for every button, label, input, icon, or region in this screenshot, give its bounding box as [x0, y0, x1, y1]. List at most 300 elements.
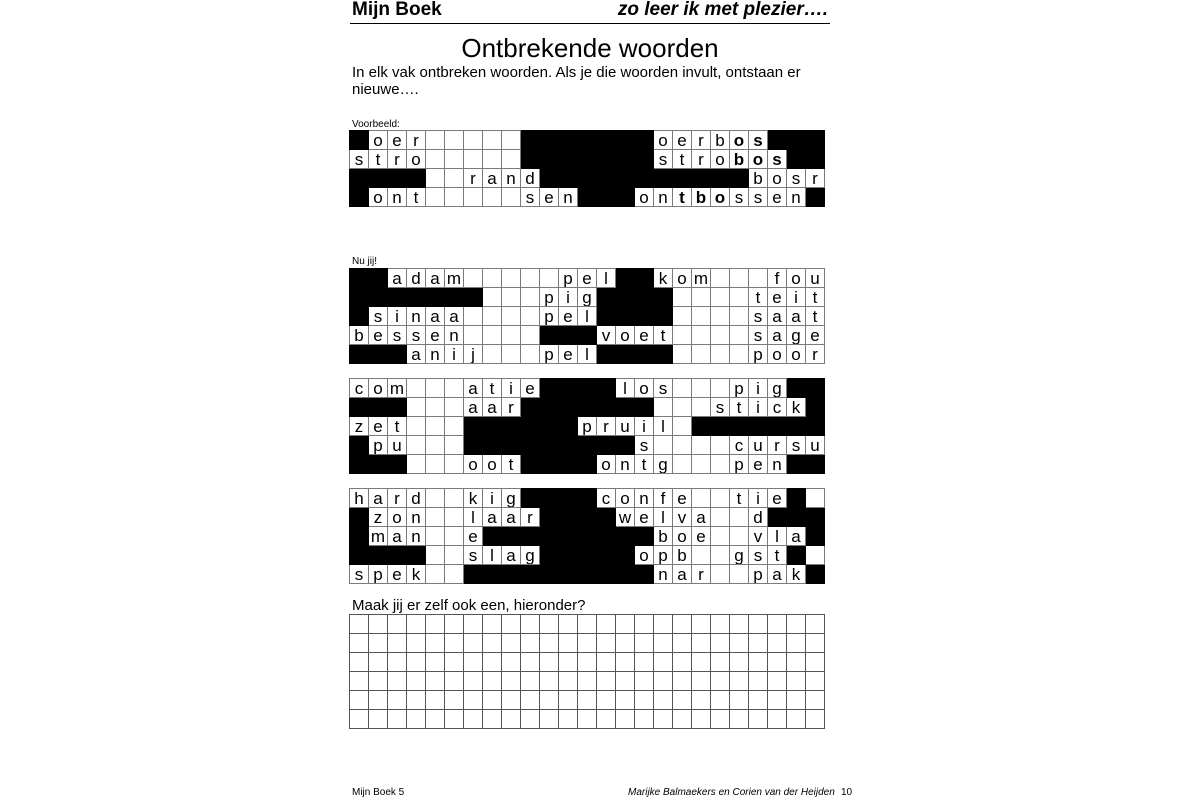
letter-cell: i [502, 379, 521, 398]
black-cell [540, 169, 559, 188]
black-cell [559, 379, 578, 398]
blank-cell [768, 653, 787, 672]
letter-cell [692, 326, 711, 345]
grid-row [350, 565, 825, 584]
blank-cell [768, 710, 787, 729]
black-cell [616, 436, 635, 455]
blank-cell [445, 634, 464, 653]
letter-cell: r [768, 436, 787, 455]
blank-cell [806, 615, 825, 634]
black-cell [369, 345, 388, 364]
letter-cell [445, 379, 464, 398]
blank-cell [350, 691, 369, 710]
letter-cell: e [806, 326, 825, 345]
letter-cell [483, 131, 502, 150]
grid-row [350, 398, 825, 417]
blank-cell [388, 710, 407, 729]
blank-cell [578, 710, 597, 729]
black-cell [426, 288, 445, 307]
letter-cell [445, 150, 464, 169]
black-cell [711, 417, 730, 436]
letter-cell: e [692, 527, 711, 546]
black-cell [768, 131, 787, 150]
letter-cell: v [597, 326, 616, 345]
black-cell [578, 150, 597, 169]
letter-cell: r [597, 417, 616, 436]
letter-cell: a [768, 326, 787, 345]
letter-cell: s [749, 188, 768, 207]
letter-cell [711, 508, 730, 527]
black-cell [578, 508, 597, 527]
black-cell [540, 131, 559, 150]
letter-cell: l [464, 508, 483, 527]
black-cell [388, 169, 407, 188]
letter-cell: l [654, 417, 673, 436]
blank-cell [616, 672, 635, 691]
blank-cell [654, 615, 673, 634]
black-cell [806, 455, 825, 474]
black-cell [578, 169, 597, 188]
black-cell [502, 565, 521, 584]
blank-cell [578, 691, 597, 710]
black-cell [483, 436, 502, 455]
blank-cell [521, 691, 540, 710]
letter-cell: g [787, 326, 806, 345]
blank-cell [483, 691, 502, 710]
black-cell [369, 546, 388, 565]
letter-cell: a [483, 398, 502, 417]
letter-cell [806, 489, 825, 508]
blank-cell [483, 634, 502, 653]
blank-cell [806, 672, 825, 691]
black-cell [597, 131, 616, 150]
puzzle-grid-2 [349, 378, 825, 474]
grid-row [350, 489, 825, 508]
letter-cell [711, 436, 730, 455]
blank-cell [806, 653, 825, 672]
letter-cell: e [673, 131, 692, 150]
blank-grid-row [350, 653, 825, 672]
blank-cell [426, 710, 445, 729]
letter-cell [445, 169, 464, 188]
blank-cell [730, 672, 749, 691]
letter-cell: o [711, 150, 730, 169]
letter-cell [464, 131, 483, 150]
black-cell [616, 546, 635, 565]
black-cell [768, 417, 787, 436]
blank-cell [635, 653, 654, 672]
black-cell [730, 169, 749, 188]
blank-cell [692, 653, 711, 672]
blank-cell [635, 634, 654, 653]
blank-cell [521, 672, 540, 691]
letter-cell: o [787, 345, 806, 364]
black-cell [369, 398, 388, 417]
letter-cell: m [369, 527, 388, 546]
letter-cell: a [369, 489, 388, 508]
black-cell [540, 379, 559, 398]
letter-cell [711, 455, 730, 474]
letter-cell: o [483, 455, 502, 474]
blank-cell [369, 634, 388, 653]
letter-cell [426, 455, 445, 474]
blank-cell [787, 710, 806, 729]
letter-cell: d [407, 269, 426, 288]
black-cell [597, 379, 616, 398]
letter-cell: e [749, 455, 768, 474]
black-cell [559, 546, 578, 565]
grid-row [350, 345, 825, 364]
letter-cell: k [464, 489, 483, 508]
grid-row [350, 150, 825, 169]
black-cell [654, 307, 673, 326]
letter-cell [806, 546, 825, 565]
letter-cell [426, 546, 445, 565]
black-cell [597, 188, 616, 207]
letter-cell [521, 307, 540, 326]
blank-cell [635, 691, 654, 710]
black-cell [350, 188, 369, 207]
letter-cell: t [730, 398, 749, 417]
black-cell [616, 398, 635, 417]
letter-cell: s [749, 546, 768, 565]
letter-cell [730, 307, 749, 326]
letter-cell [521, 345, 540, 364]
letter-cell: v [673, 508, 692, 527]
letter-cell: e [521, 379, 540, 398]
letter-cell: n [616, 455, 635, 474]
black-cell [388, 288, 407, 307]
black-cell [578, 398, 597, 417]
letter-cell [483, 150, 502, 169]
black-cell [635, 565, 654, 584]
letter-cell [445, 417, 464, 436]
letter-cell: p [654, 546, 673, 565]
letter-cell [692, 288, 711, 307]
blank-cell [388, 615, 407, 634]
letter-cell: d [521, 169, 540, 188]
letter-cell [464, 307, 483, 326]
blank-cell [502, 672, 521, 691]
letter-cell [483, 307, 502, 326]
letter-cell: e [388, 565, 407, 584]
black-cell [502, 436, 521, 455]
black-cell [635, 169, 654, 188]
blank-cell [426, 691, 445, 710]
letter-cell: e [559, 307, 578, 326]
letter-cell: g [502, 489, 521, 508]
blank-cell [445, 615, 464, 634]
black-cell [521, 455, 540, 474]
letter-cell: r [388, 150, 407, 169]
black-cell [730, 417, 749, 436]
blank-cell [711, 615, 730, 634]
letter-cell [521, 326, 540, 345]
blank-cell [578, 653, 597, 672]
black-cell [787, 455, 806, 474]
letter-cell: i [635, 417, 654, 436]
letter-cell: s [768, 150, 787, 169]
blank-cell [464, 615, 483, 634]
black-cell [559, 565, 578, 584]
letter-cell: r [692, 131, 711, 150]
black-cell [749, 417, 768, 436]
grid-row [350, 288, 825, 307]
blank-cell [597, 672, 616, 691]
letter-cell: g [578, 288, 597, 307]
letter-cell: z [350, 417, 369, 436]
letter-cell: e [673, 489, 692, 508]
letter-cell: o [787, 269, 806, 288]
letter-cell [711, 527, 730, 546]
letter-cell: e [369, 417, 388, 436]
letter-cell: a [692, 508, 711, 527]
black-cell [540, 398, 559, 417]
letter-cell: e [464, 527, 483, 546]
black-cell [578, 489, 597, 508]
black-cell [350, 345, 369, 364]
letter-cell: i [559, 288, 578, 307]
blank-cell [673, 634, 692, 653]
black-cell [787, 546, 806, 565]
black-cell [464, 288, 483, 307]
blank-cell [635, 672, 654, 691]
blank-cell [787, 653, 806, 672]
letter-cell: p [730, 455, 749, 474]
blank-cell [350, 710, 369, 729]
black-cell [350, 455, 369, 474]
blank-cell [369, 615, 388, 634]
blank-cell [407, 691, 426, 710]
black-cell [540, 508, 559, 527]
letter-cell [654, 436, 673, 455]
black-cell [806, 379, 825, 398]
letter-cell [407, 417, 426, 436]
letter-cell [673, 288, 692, 307]
black-cell [483, 527, 502, 546]
black-cell [597, 345, 616, 364]
letter-cell: o [749, 150, 768, 169]
letter-cell: t [483, 379, 502, 398]
letter-cell: d [407, 489, 426, 508]
black-cell [521, 527, 540, 546]
letter-cell [502, 345, 521, 364]
black-cell [578, 436, 597, 455]
black-cell [388, 546, 407, 565]
blank-cell [616, 634, 635, 653]
letter-cell: a [464, 398, 483, 417]
blank-cell [730, 615, 749, 634]
black-cell [597, 169, 616, 188]
letter-cell [445, 188, 464, 207]
letter-cell [426, 150, 445, 169]
letter-cell: o [635, 546, 654, 565]
black-cell [768, 508, 787, 527]
black-cell [369, 288, 388, 307]
grid-row [350, 436, 825, 455]
blank-cell [464, 691, 483, 710]
book-tagline: zo leer ik met plezier…. [617, 0, 828, 20]
blank-cell [768, 672, 787, 691]
letter-cell: e [559, 345, 578, 364]
black-cell [350, 436, 369, 455]
letter-cell: p [540, 288, 559, 307]
blank-cell [502, 691, 521, 710]
blank-cell [559, 710, 578, 729]
letter-cell [407, 455, 426, 474]
letter-cell: n [502, 169, 521, 188]
black-cell [521, 150, 540, 169]
letter-cell: n [407, 508, 426, 527]
black-cell [578, 546, 597, 565]
letter-cell [445, 436, 464, 455]
letter-cell: o [673, 527, 692, 546]
letter-cell: i [749, 379, 768, 398]
blank-cell [635, 615, 654, 634]
black-cell [597, 527, 616, 546]
letter-cell [445, 565, 464, 584]
black-cell [540, 417, 559, 436]
blank-cell [787, 634, 806, 653]
letter-cell: u [388, 436, 407, 455]
letter-cell: a [502, 546, 521, 565]
letter-cell: r [407, 131, 426, 150]
letter-cell: j [464, 345, 483, 364]
blank-cell [673, 653, 692, 672]
letter-cell: i [787, 288, 806, 307]
black-cell [578, 326, 597, 345]
black-cell [559, 150, 578, 169]
blank-cell [445, 653, 464, 672]
letter-cell: p [749, 345, 768, 364]
letter-cell: f [654, 489, 673, 508]
blank-cell [407, 615, 426, 634]
blank-cell [369, 710, 388, 729]
blank-cell [711, 672, 730, 691]
black-cell [559, 326, 578, 345]
letter-cell [502, 288, 521, 307]
blank-cell [806, 691, 825, 710]
letter-cell: o [654, 131, 673, 150]
blank-cell [597, 691, 616, 710]
blank-cell [654, 691, 673, 710]
black-cell [616, 188, 635, 207]
letter-cell: t [806, 307, 825, 326]
now-you-label: Nu jij! [352, 256, 378, 267]
letter-cell: s [635, 436, 654, 455]
black-cell [787, 150, 806, 169]
blank-cell [597, 615, 616, 634]
blank-cell [521, 710, 540, 729]
letter-cell [407, 379, 426, 398]
black-cell [407, 169, 426, 188]
letter-cell [654, 398, 673, 417]
letter-cell: a [787, 307, 806, 326]
letter-cell: t [635, 455, 654, 474]
footer-book: Mijn Boek 5 [352, 787, 405, 798]
letter-cell [426, 131, 445, 150]
page-title: Ontbrekende woorden [461, 33, 719, 63]
letter-cell: t [673, 150, 692, 169]
blank-cell [806, 634, 825, 653]
black-cell [502, 417, 521, 436]
blank-cell [711, 634, 730, 653]
letter-cell: s [749, 131, 768, 150]
letter-cell [445, 546, 464, 565]
blank-cell [350, 634, 369, 653]
black-cell [578, 188, 597, 207]
intro-text: In elk vak ontbreken woorden. Als je die woorden invult, ontstaan er nieuwe…. [352, 64, 801, 98]
letter-cell [730, 269, 749, 288]
letter-cell: t [502, 455, 521, 474]
blank-practice-grid [349, 614, 825, 729]
blank-cell [369, 672, 388, 691]
black-cell [521, 398, 540, 417]
black-cell [350, 527, 369, 546]
blank-cell [635, 710, 654, 729]
black-cell [540, 489, 559, 508]
blank-cell [483, 653, 502, 672]
black-cell [806, 565, 825, 584]
letter-cell [464, 269, 483, 288]
letter-cell: i [483, 489, 502, 508]
letter-cell: w [616, 508, 635, 527]
letter-cell: u [806, 436, 825, 455]
letter-cell: p [369, 565, 388, 584]
black-cell [597, 150, 616, 169]
letter-cell: o [768, 169, 787, 188]
letter-cell [426, 508, 445, 527]
black-cell [635, 150, 654, 169]
letter-cell [502, 131, 521, 150]
blank-cell [730, 691, 749, 710]
letter-cell: n [407, 307, 426, 326]
letter-cell [730, 508, 749, 527]
letter-cell: r [521, 508, 540, 527]
blank-cell [483, 672, 502, 691]
letter-cell [445, 527, 464, 546]
letter-cell: z [369, 508, 388, 527]
book-title: Mijn Boek [352, 0, 442, 20]
black-cell [521, 489, 540, 508]
black-cell [711, 169, 730, 188]
letter-cell: f [768, 269, 787, 288]
black-cell [407, 546, 426, 565]
blank-grid-row [350, 710, 825, 729]
black-cell [350, 169, 369, 188]
letter-cell: k [654, 269, 673, 288]
letter-cell [426, 188, 445, 207]
letter-cell [502, 188, 521, 207]
letter-cell: p [369, 436, 388, 455]
blank-cell [749, 710, 768, 729]
letter-cell: r [388, 489, 407, 508]
blank-cell [502, 710, 521, 729]
letter-cell: e [768, 188, 787, 207]
blank-cell [673, 691, 692, 710]
blank-cell [559, 672, 578, 691]
blank-cell [445, 691, 464, 710]
letter-cell: t [407, 188, 426, 207]
black-cell [578, 455, 597, 474]
black-cell [578, 565, 597, 584]
letter-cell: a [426, 307, 445, 326]
letter-cell: a [388, 269, 407, 288]
letter-cell [711, 326, 730, 345]
letter-cell: t [768, 546, 787, 565]
blank-cell [692, 710, 711, 729]
blank-cell [540, 653, 559, 672]
